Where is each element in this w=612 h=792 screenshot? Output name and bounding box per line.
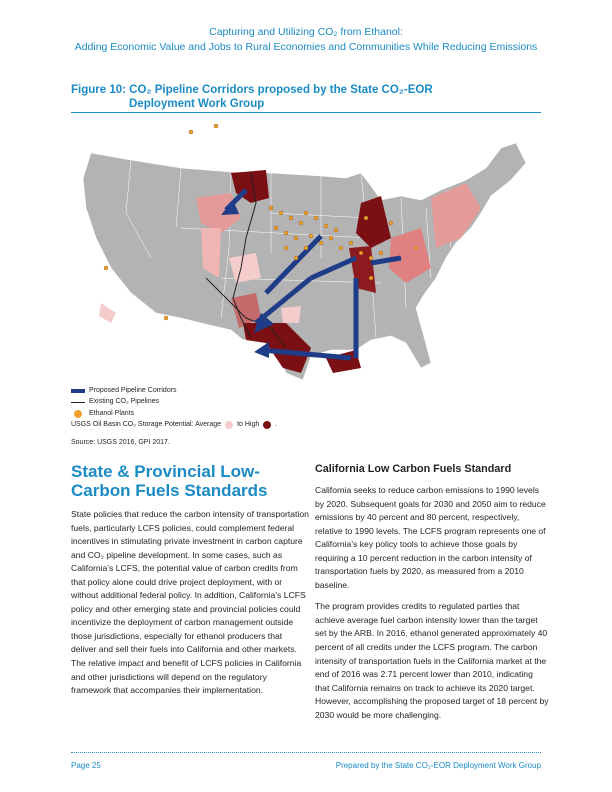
line-icon — [71, 402, 85, 403]
legend-ethanol-plants: Ethanol Plants — [89, 409, 135, 417]
figure-title-line1: Figure 10: CO₂ Pipeline Corridors proposed by the State CO₂-EOR — [71, 84, 433, 96]
high-swatch-icon — [263, 421, 271, 429]
sidebar-heading: California Low Carbon Fuels Standard — [315, 463, 512, 475]
footer-rule — [71, 752, 541, 753]
legend-period: . — [275, 421, 278, 429]
legend-storage-to-high: to High — [237, 421, 260, 429]
right-column — [315, 484, 549, 730]
figure-rule — [71, 112, 541, 113]
footer-credit: Prepared by the State CO₂-EOR Deployment Work Group — [335, 761, 541, 770]
dot-icon — [74, 410, 82, 418]
us-pipeline-map — [71, 118, 546, 380]
average-swatch-icon — [225, 421, 233, 429]
figure-source: Source: USGS 2016, GPI 2017. — [71, 438, 170, 446]
map-legend — [71, 385, 277, 448]
left-column-paragraph: State policies that reduce the carbon intensity of transportation fuels, particularly LCFS policies, could complement federal incentives in stimulating private investment in carbon capture and CO₂ pipeline development. In some cases, such as California’s LCFS, the potential value of carbon credits from that policy alone could drive project deployment, with or without additional federal policy. In addition, California’s LCFS policy and other emerging state and provincial policies could incentivize the deployment of carbon management outside those jurisdictions, especially for ethanol producers that deliver and sell their fuels into California and other markets. The relative impact and benefit of LCFS policies in California and other jurisdictions will depend on the regulatory framework that accompanies their implementation. — [71, 509, 309, 696]
section-heading: State & Provincial Low-Carbon Fuels Standards — [71, 462, 268, 500]
right-paragraph-1: California seeks to reduce carbon emissions to 1990 levels by 2020. Subsequent goals for 2030 and 2050 aim to reduce emissions by 40 percent and 80 percent, respectively, relative to 1990 levels. The LCFS program represents one of California’s key policy tools to achieve those goals by requiring a 10 percent reduction in the carbon intensity of transportation fuels by 2020, as measured from a 2010 baseline. — [315, 485, 546, 590]
legend-storage-label: USGS Oil Basin CO₂ Storage Potential: Average — [71, 421, 222, 429]
page-number: Page 25 — [71, 761, 101, 770]
right-paragraph-2: The program provides credits to regulated parties that achieve average fuel carbon intensity lower than the target set by the ARB. In 2016, ethanol generated approximately 40 percent of all credits under the LCFS program. The carbon intensity of transportation fuels in the California market at the end of 2016 was 2.71 percent lower than 2010, indicating that California remains on track to achieve its 2020 target. However, accomplishing the proposed target of 18 percent by 2030 would be more challenging. — [315, 601, 549, 720]
figure-title-line2: Deployment Work Group — [129, 98, 265, 110]
arrow-icon — [71, 389, 85, 393]
running-header-title: Capturing and Utilizing CO₂ from Ethanol: — [209, 26, 403, 38]
legend-existing-pipelines: Existing CO₂ Pipelines — [89, 398, 160, 406]
figure-title — [71, 83, 433, 111]
legend-pipeline-corridors: Proposed Pipeline Corridors — [89, 387, 177, 394]
running-header-subtitle: Adding Economic Value and Jobs to Rural Economies and Communities While Reducing Emissions — [74, 41, 538, 53]
